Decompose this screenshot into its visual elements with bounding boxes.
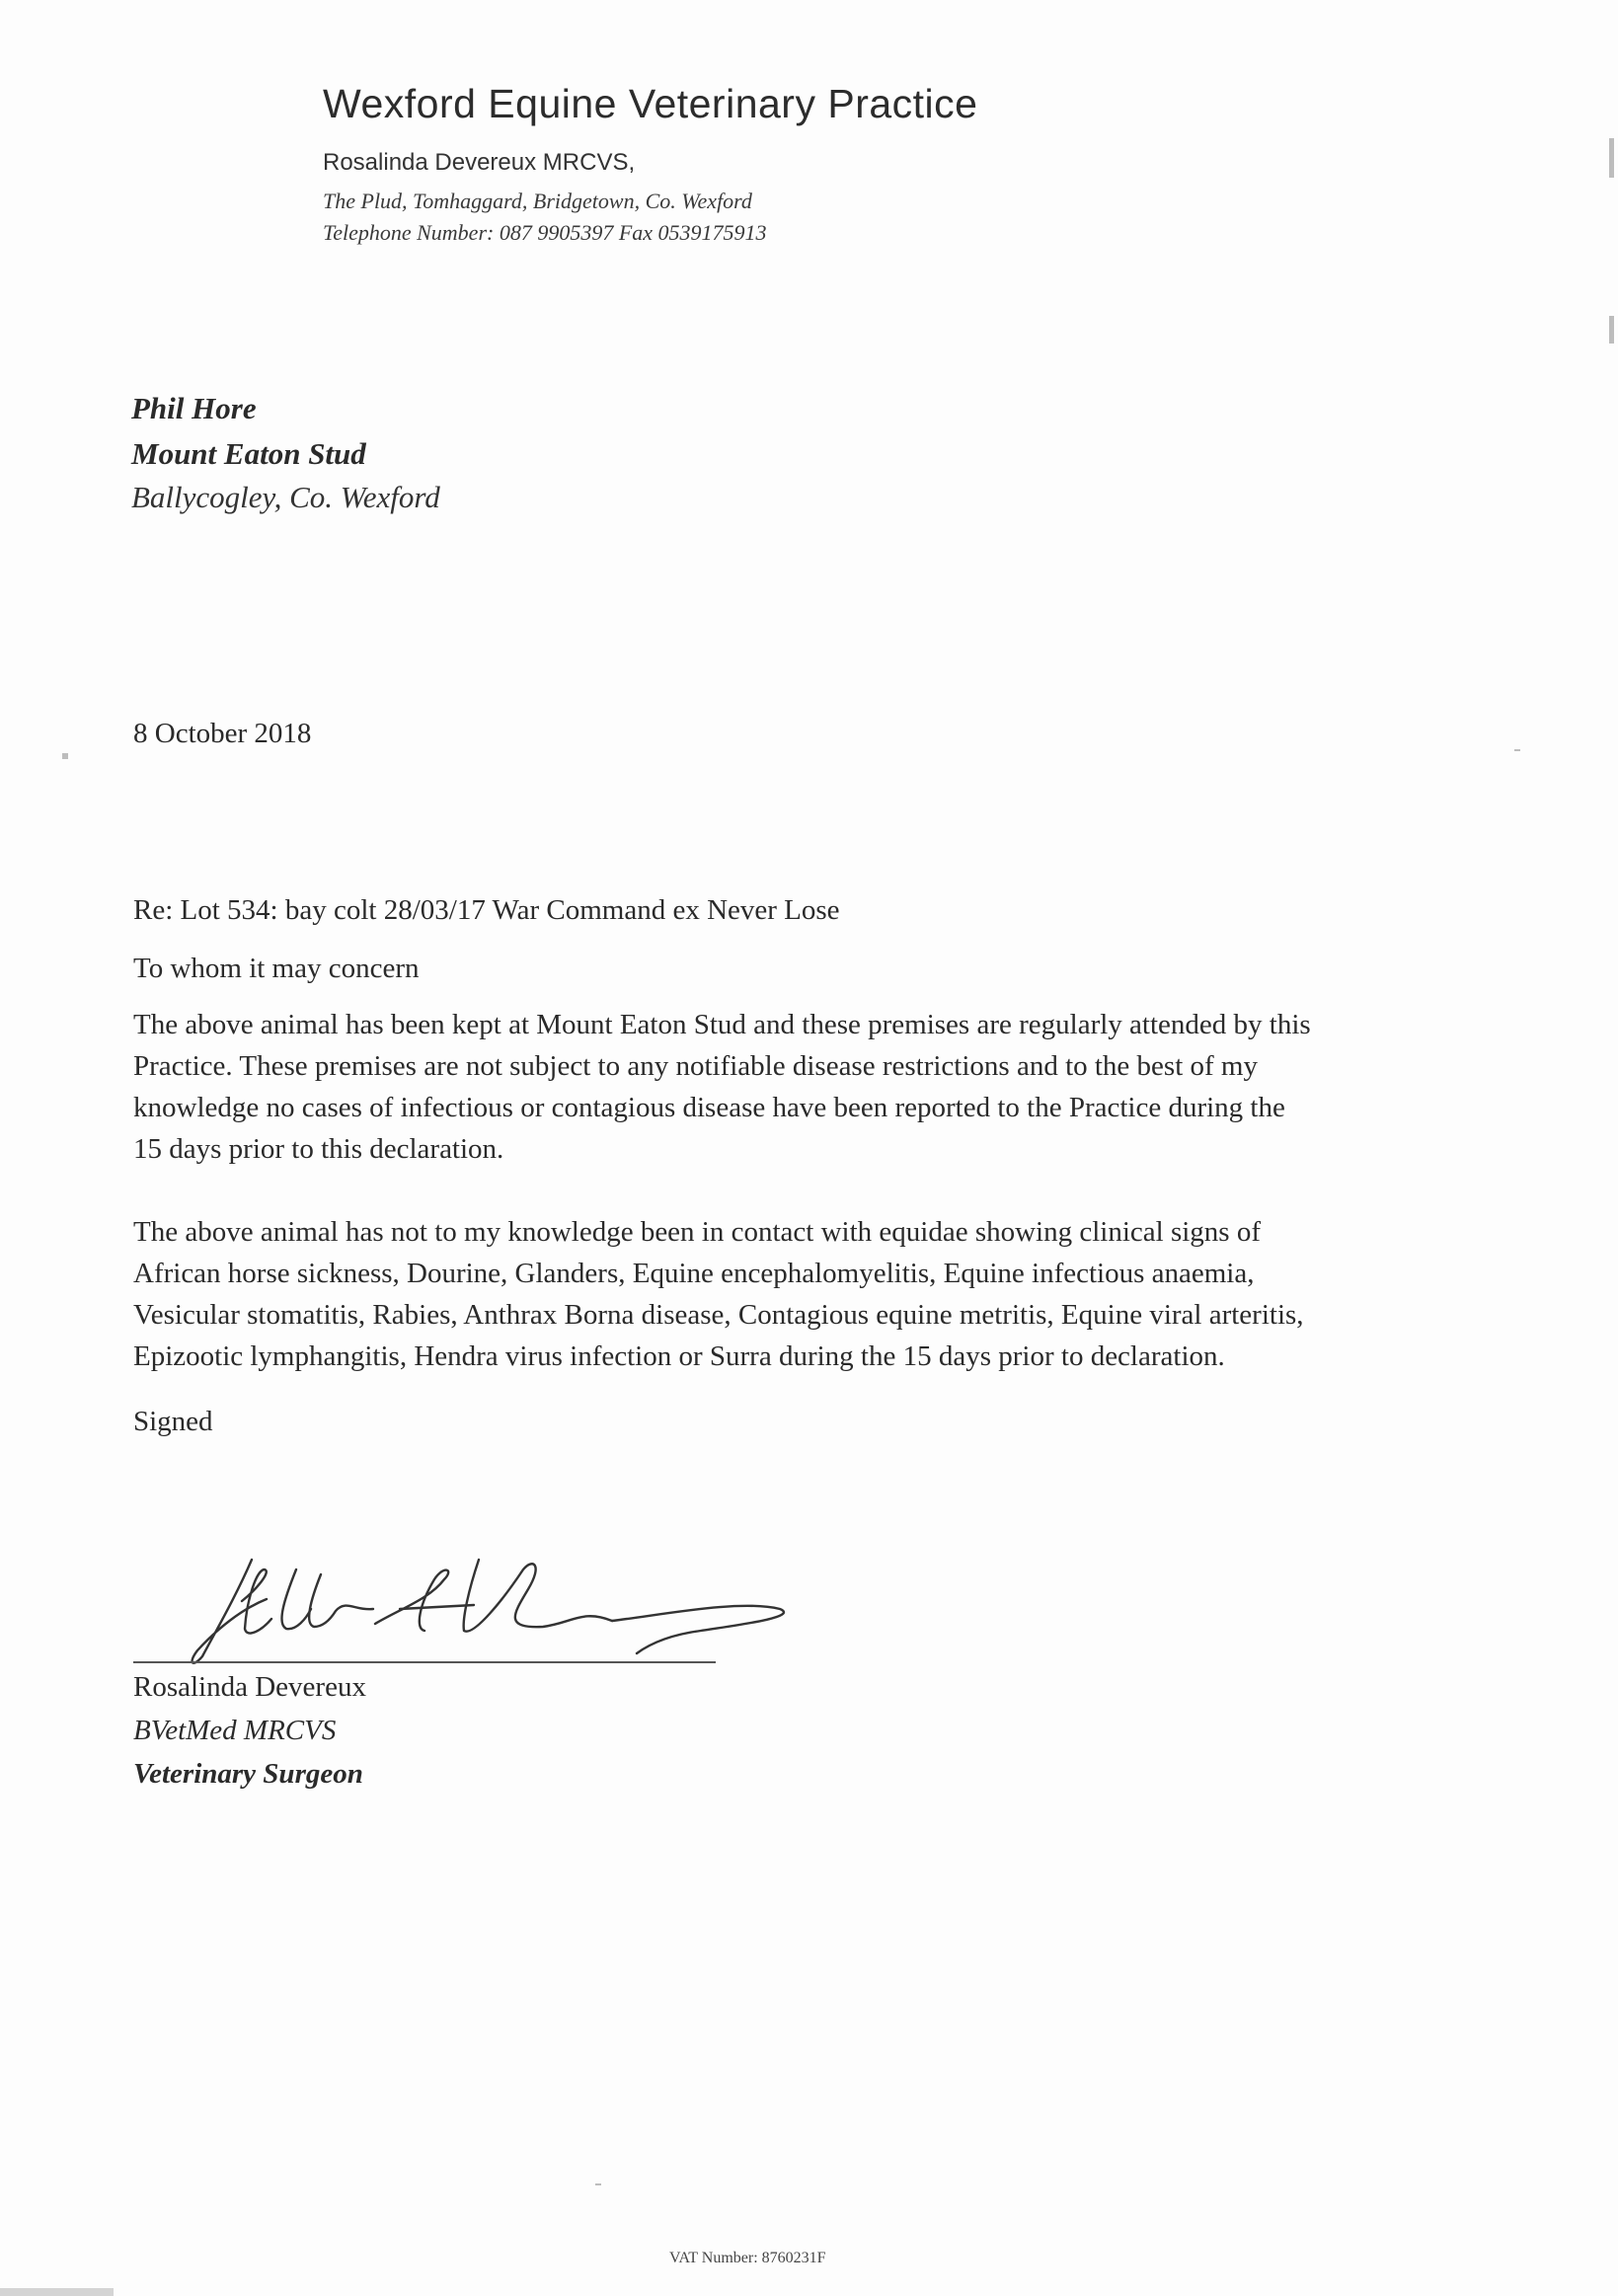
salutation: To whom it may concern — [133, 953, 420, 984]
letter-date: 8 October 2018 — [133, 718, 312, 749]
subject-line: Re: Lot 534: bay colt 28/03/17 War Command ex Never Lose — [133, 894, 840, 926]
signature-line — [133, 1661, 716, 1663]
vet-name: Rosalinda Devereux MRCVS, — [323, 149, 636, 176]
practice-name: Wexford Equine Veterinary Practice — [323, 81, 978, 126]
scan-mark — [1609, 316, 1614, 344]
recipient-location: Ballycogley, Co. Wexford — [131, 480, 440, 514]
body-line: The above animal has been kept at Mount Eaton Stud and these premises are regularly attended by this — [133, 1009, 1311, 1040]
signatory-qualifications: BVetMed MRCVS — [133, 1715, 337, 1746]
practice-address: The Plud, Tomhaggard, Bridgetown, Co. Wexford — [323, 189, 752, 213]
body-line: 15 days prior to this declaration. — [133, 1133, 504, 1165]
signatory-name: Rosalinda Devereux — [133, 1671, 366, 1703]
body-line: Practice. These premises are not subject to any notifiable disease restrictions and to the best of my — [133, 1050, 1258, 1082]
scan-mark — [62, 753, 68, 759]
scan-mark — [0, 2288, 114, 2296]
body-line: The above animal has not to my knowledge been in contact with equidae showing clinical signs of — [133, 1216, 1261, 1248]
recipient-name: Phil Hore — [131, 391, 257, 425]
scan-mark — [595, 2183, 601, 2185]
body-line: knowledge no cases of infectious or contagious disease have been reported to the Practice during the — [133, 1092, 1285, 1123]
signatory-title: Veterinary Surgeon — [133, 1758, 363, 1790]
closing-signed: Signed — [133, 1406, 213, 1437]
scan-mark — [1514, 749, 1520, 751]
body-line: African horse sickness, Dourine, Glanders, Equine encephalomyelitis, Equine infectious anaemia, — [133, 1258, 1255, 1289]
recipient-stud: Mount Eaton Stud — [131, 436, 366, 471]
body-line: Epizootic lymphangitis, Hendra virus infection or Surra during the 15 days prior to declaration. — [133, 1340, 1225, 1372]
scan-mark — [1609, 138, 1614, 178]
body-paragraph-2 — [133, 1211, 1496, 1377]
body-paragraph-1 — [133, 1004, 1496, 1170]
vat-number: VAT Number: 8760231F — [669, 2250, 826, 2266]
practice-phone: Telephone Number: 087 9905397 Fax 0539175913 — [323, 220, 767, 245]
body-line: Vesicular stomatitis, Rabies, Anthrax Borna disease, Contagious equine metritis, Equine viral arteritis, — [133, 1299, 1304, 1331]
handwritten-signature — [148, 1540, 839, 1668]
